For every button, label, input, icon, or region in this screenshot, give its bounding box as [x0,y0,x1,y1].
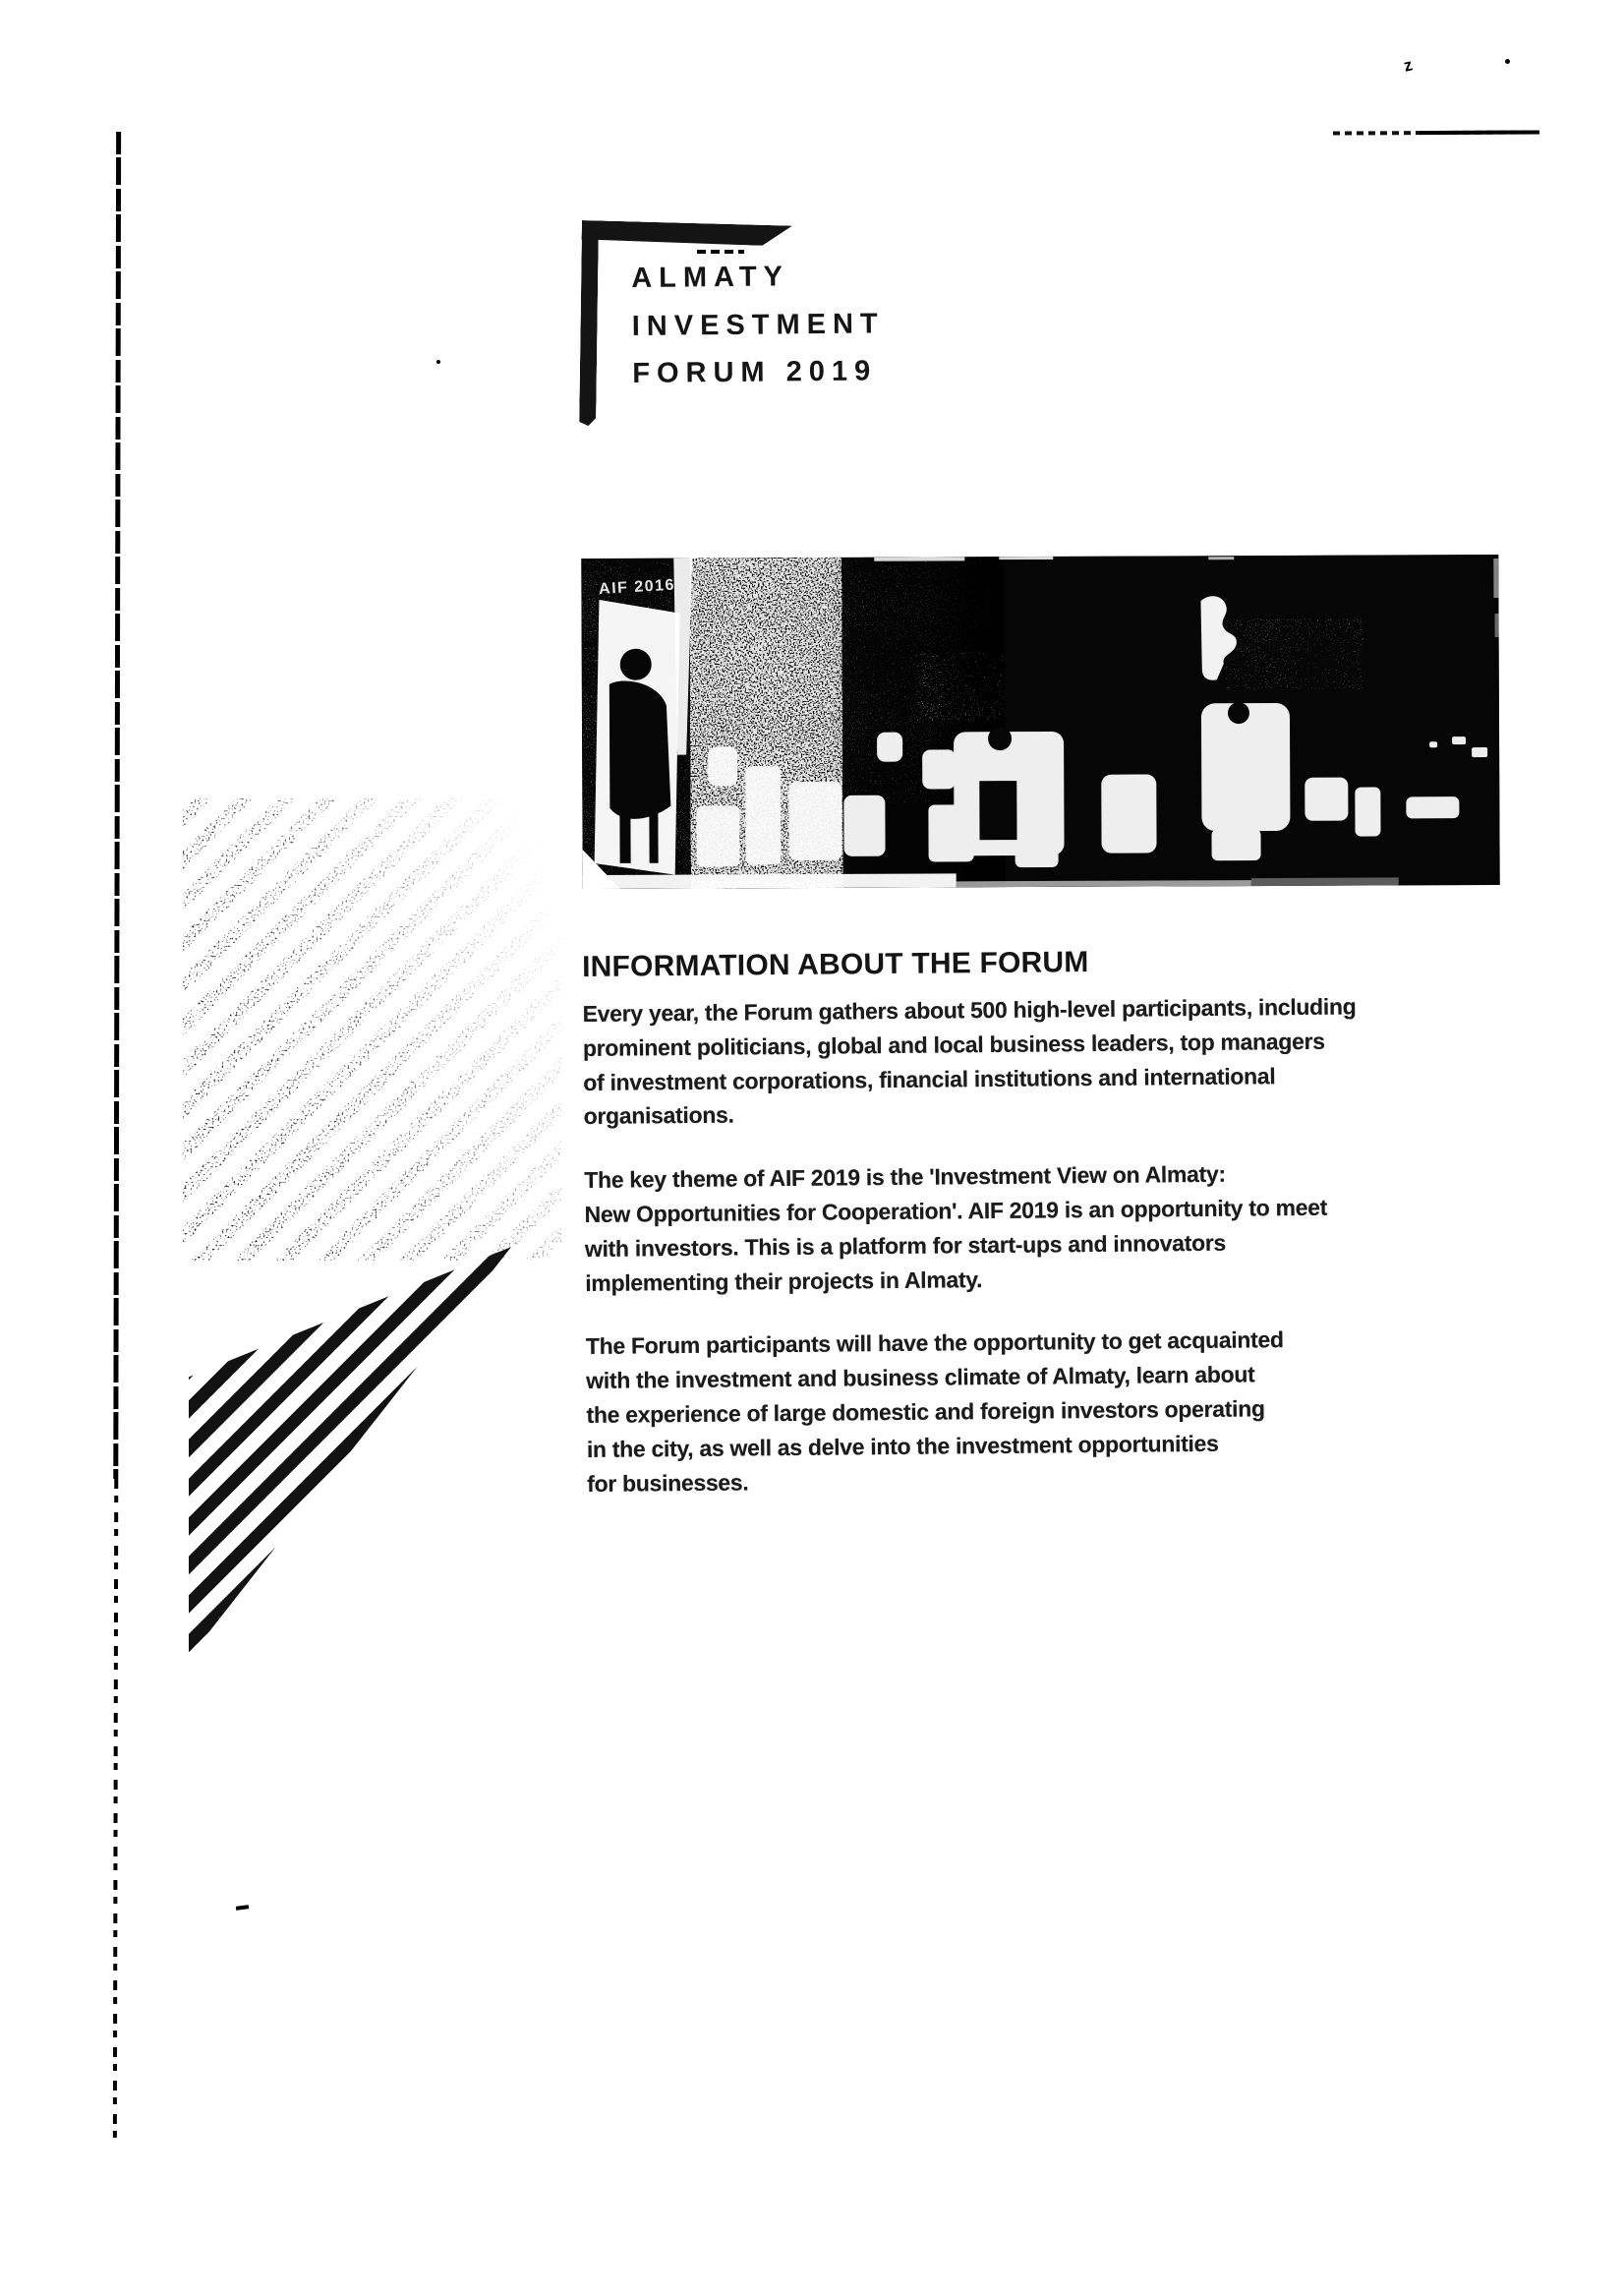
paragraph-participants: Every year, the Forum gathers about 500 high-level participants, including prominent politicians, global and local business leaders, top managers of investment corporations, financial institutions and international organisations. [582,993,1357,1130]
aif-logo [582,220,906,446]
forum-info-section [582,941,1492,1530]
paragraph-opportunities: The Forum participants will have the opportunity to get acquainted with the investment and business climate of Almaty, learn about the experience of large domestic and foreign investors operating in the city, as well as delve into the investment opportunities for businesses. [585,1326,1284,1497]
scan-artifact-dot [436,360,440,364]
logo-title-line1: ALMATY [631,261,790,294]
logo-bracket-vertical [579,223,599,426]
scan-artifact-squiggle: z [1401,55,1415,76]
scan-artifact-line-bottom [113,1479,118,2144]
logo-title-line3: FORUM 2019 [632,355,878,389]
logo-title-line2: INVESTMENT [631,307,885,342]
logo-title [631,252,885,397]
scan-artifact-vertical-line [112,132,122,2144]
decorative-halftone-streaks [183,798,561,1261]
forum-photo [581,555,1499,889]
paragraph-key-theme: The key theme of AIF 2019 is the 'Investment View on Almaty: New Opportunities for Cooperation'. AIF 2019 is an opportunity to meet with investors. This is a platform for start-ups and innovators implementing their projects in Almaty. [584,1160,1328,1296]
scan-artifact-line-top [113,132,121,1479]
photo-badge: AIF 2016 [598,576,676,598]
section-heading: INFORMATION ABOUT THE FORUM [582,946,1089,983]
scan-artifact-dot [1505,59,1510,64]
conference-panel-image [581,555,1499,889]
scan-artifact-dashed-line [1333,130,1539,135]
logo-bracket-horizontal [581,220,791,247]
scan-artifact-dash [236,1905,249,1911]
decorative-diagonal-stripes [189,1245,511,1658]
